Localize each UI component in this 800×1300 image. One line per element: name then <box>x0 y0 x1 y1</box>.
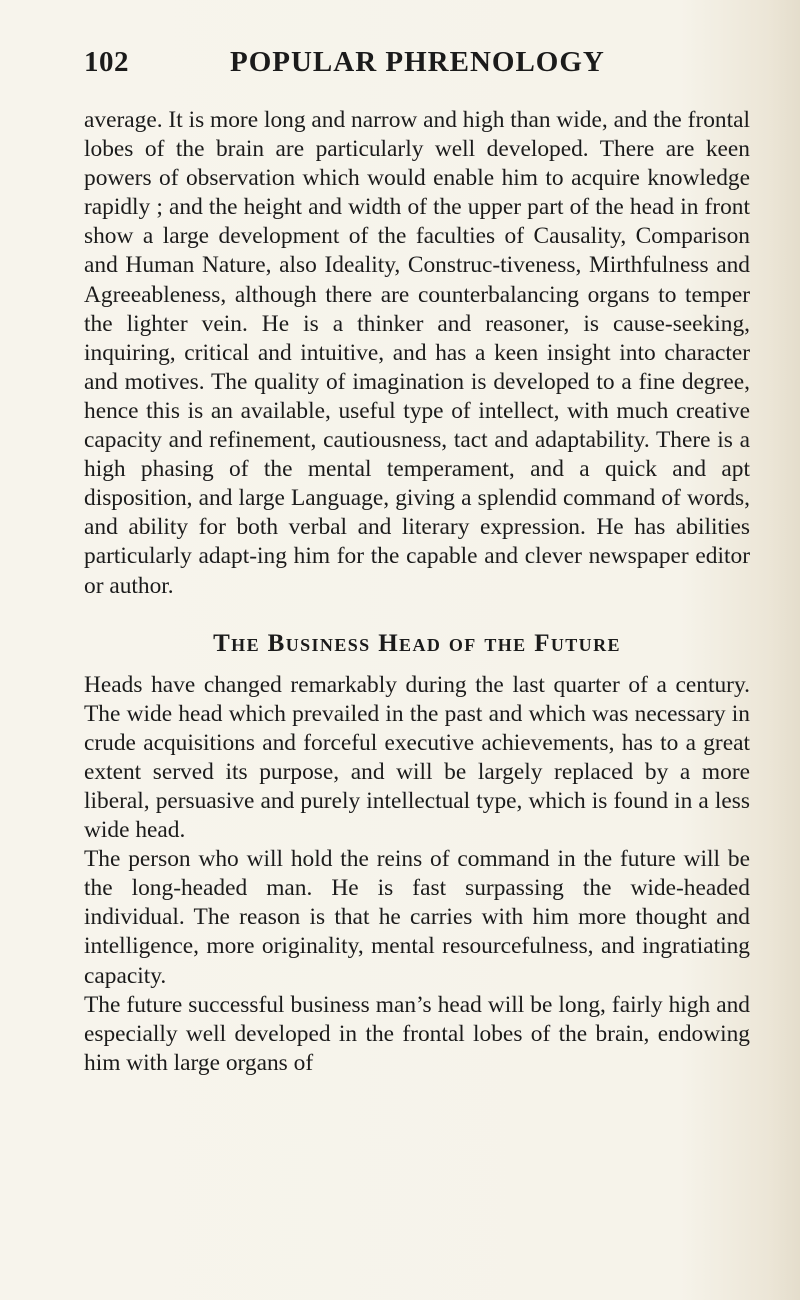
paragraph: The person who will hold the reins of command in the future will be the long-headed man. He is fast surpassing the wide-headed individual. The reason is that he carries with him more thought and intelligence, more originality, mental resourcefulness, and ingratiating capacity. <box>84 846 750 989</box>
section-heading: The Business Head of the Future <box>213 629 621 657</box>
body-text <box>84 106 750 1078</box>
running-title: POPULAR PHRENOLOGY <box>230 46 605 78</box>
paragraph: Heads have changed remarkably during the last quarter of a century. The wide head which prevailed in the past and which was necessary in crude acquisitions and forceful executive achievements, has to a great extent served its purpose, and will be largely replaced by a more liberal, persuasive and purely intellectual type, which is found in a less wide head. <box>84 671 750 844</box>
page-number: 102 <box>84 46 129 78</box>
paragraph: The future successful business man’s head will be long, fairly high and especially well developed in the frontal lobes of the brain, endowing him with large organs of <box>84 991 750 1076</box>
paragraph-continued: average. It is more long and narrow and high than wide, and the frontal lobes of the brain are particularly well developed. There are keen powers of observation which would enable him to acquire knowledge rapidly ; and the height and width of the upper part of the head in front show a large development of the faculties of Causality, Comparison and Human Nature, also Ideality, Construc-tiveness, Mirthfulness and Agreeableness, although there are counterbalancing organs to temper the lighter vein. He is a thinker and reasoner, is cause-seeking, inquiring, critical and intuitive, and has a keen insight into character and motives. The quality of imagination is developed to a fine degree, hence this is an available, useful type of intellect, with much creative capacity and refinement, cautiousness, tact and adaptability. There is a high phasing of the mental temperament, and a quick and apt disposition, and large Language, giving a splendid command of words, and ability for both verbal and literary expression. He has abilities particularly adapt-ing him for the capable and clever newspaper editor or author. <box>84 107 750 599</box>
page-header <box>84 46 744 86</box>
